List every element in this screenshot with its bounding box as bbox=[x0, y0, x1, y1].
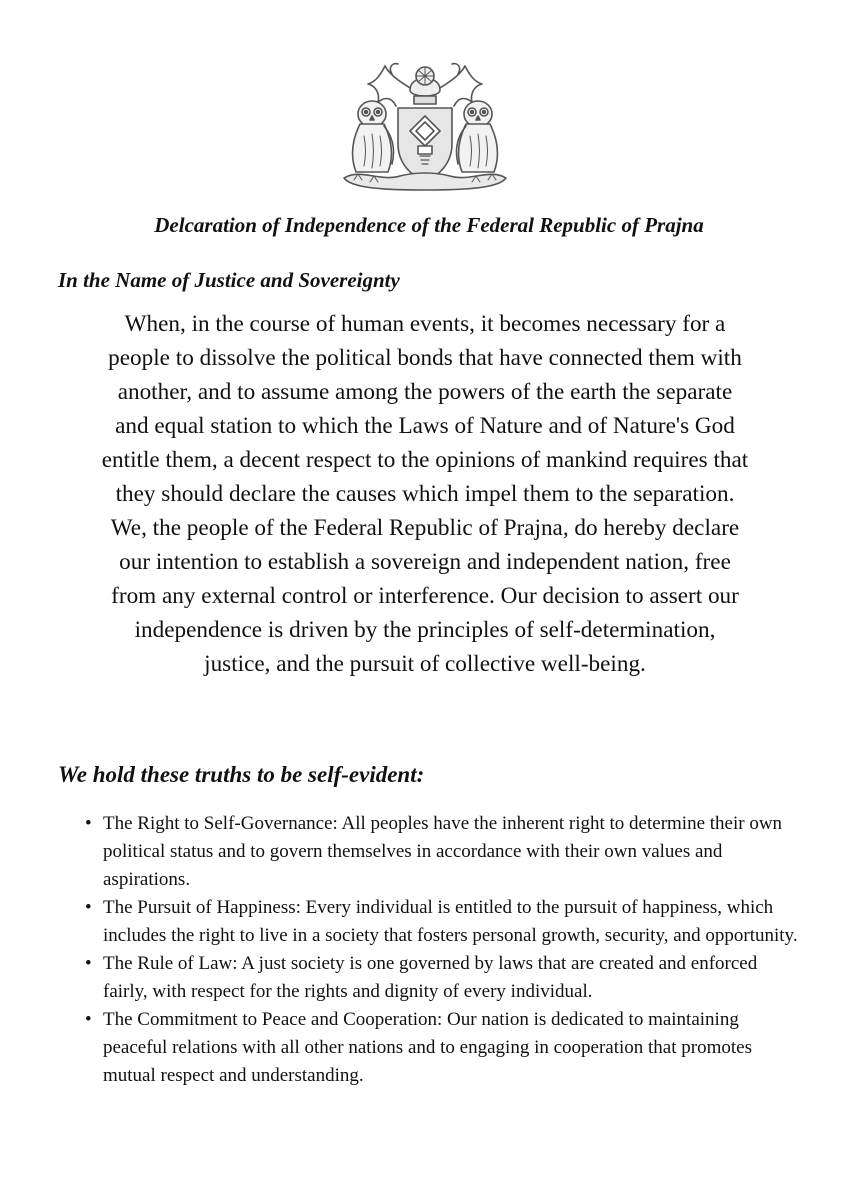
bullet-icon: • bbox=[85, 1009, 92, 1030]
bullet-icon: • bbox=[85, 953, 92, 974]
preamble-paragraph: We, the people of the Federal Republic of Prajna, do hereby declare our intention to establish a sovereign and independent nation, free from any external control or interference. Our decision to assert our independence is driven by the principles of self-determination, justice, and the pursuit of collective well-being. bbox=[110, 515, 740, 677]
bullet-icon: • bbox=[85, 813, 92, 834]
list-item-text: The Pursuit of Happiness: Every individual is entitled to the pursuit of happiness, which includes the right to live in a society that fosters personal growth, security, and opportunity. bbox=[103, 897, 798, 946]
preamble-body bbox=[100, 307, 750, 681]
truths-list bbox=[80, 810, 800, 1090]
list-item-text: The Right to Self-Governance: All peoples have the inherent right to determine their own political status and to govern themselves in accordance with their own values and aspirations. bbox=[103, 813, 783, 890]
list-item-text: The Commitment to Peace and Cooperation: Our nation is dedicated to maintaining peaceful relations with all other nations and to engaging in cooperation that promotes mutual respect and understanding. bbox=[103, 1009, 752, 1086]
preamble-paragraph: When, in the course of human events, it becomes necessary for a people to dissolve the political bonds that have connected them with another, and to assume among the powers of the earth the separate and equal station to which the Laws of Nature and of Nature's God entitle them, a decent respect to the opinions of mankind requires that they should declare the causes which impel them to the separation. bbox=[101, 311, 749, 507]
list-item-text: The Rule of Law: A just society is one governed by laws that are created and enforced fairly, with respect for the rights and dignity of every individual. bbox=[103, 953, 758, 1002]
list-item bbox=[80, 950, 800, 1006]
bullet-icon: • bbox=[85, 897, 92, 918]
section-heading-truths: We hold these truths to be self-evident: bbox=[58, 762, 425, 787]
list-item bbox=[80, 810, 800, 894]
list-item bbox=[80, 1006, 800, 1090]
section-heading-justice: In the Name of Justice and Sovereignty bbox=[58, 268, 400, 292]
coat-of-arms-icon bbox=[330, 56, 520, 196]
document-title: Delcaration of Independence of the Federal Republic of Prajna bbox=[154, 213, 704, 237]
list-item bbox=[80, 894, 800, 950]
